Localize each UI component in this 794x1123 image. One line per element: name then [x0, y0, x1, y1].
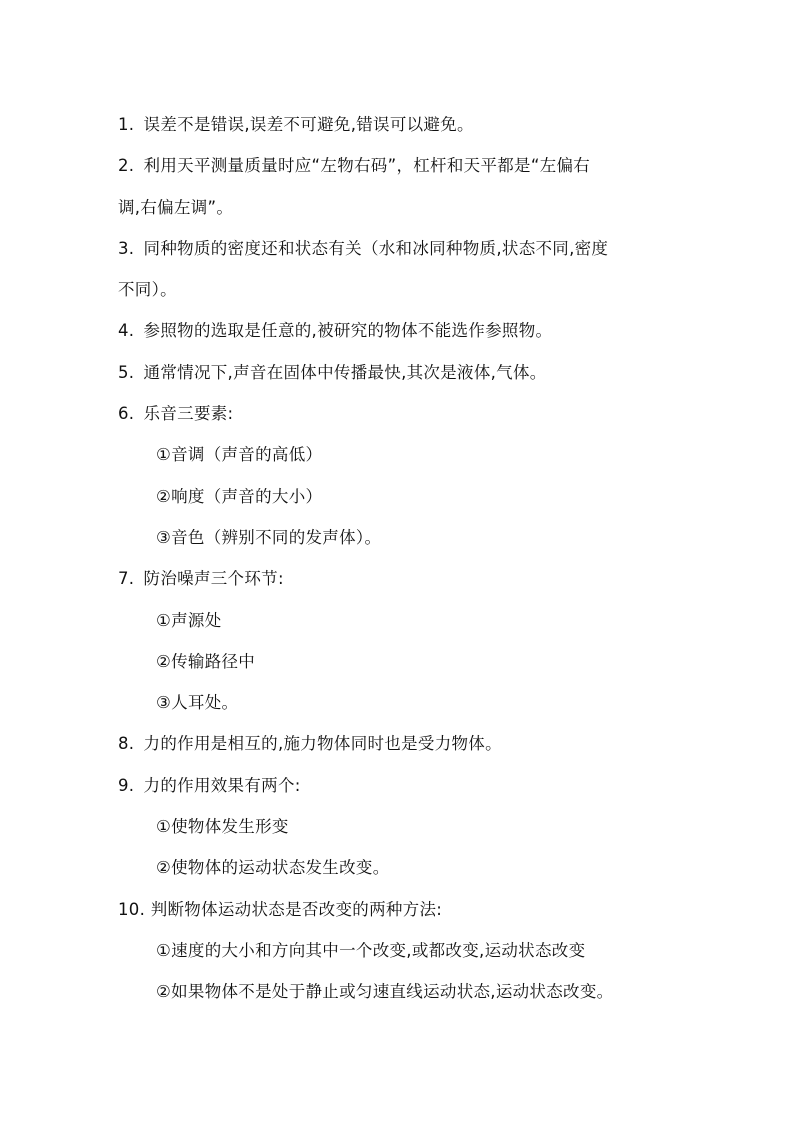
- item-number: 8.: [118, 734, 135, 754]
- sub-item: ①速度的大小和方向其中一个改变,或都改变,运动状态改变: [156, 940, 586, 960]
- item-number: 10.: [118, 899, 146, 919]
- list-item-9: [118, 765, 678, 806]
- item-text: 参照物的选取是任意的,被研究的物体不能选作参照物。: [143, 321, 553, 341]
- item-number: 6.: [118, 404, 135, 424]
- list-item-1: [118, 104, 678, 145]
- list-item-7: [118, 558, 678, 599]
- item-number: 4.: [118, 321, 135, 341]
- item-text: 力的作用效果有两个:: [143, 775, 301, 795]
- list-item-5: [118, 352, 678, 393]
- knowledge-point-list: [118, 104, 678, 1013]
- list-item-6: [118, 393, 678, 434]
- list-item-2-continuation: 调,右偏左调”。: [118, 197, 234, 217]
- sub-item: ②传输路径中: [156, 651, 256, 671]
- sub-item: ①使物体发生形变: [156, 817, 289, 837]
- item-number: 9.: [118, 775, 135, 795]
- item-number: 5.: [118, 362, 135, 382]
- list-item-3: [118, 228, 678, 269]
- list-item-4: [118, 310, 678, 351]
- sub-item: ①声源处: [156, 610, 222, 630]
- item-text: 乐音三要素:: [143, 404, 234, 424]
- list-item-10: [118, 889, 678, 930]
- item-number: 1.: [118, 115, 135, 134]
- item-number: 2.: [118, 156, 135, 176]
- sub-item: ②响度（声音的大小）: [156, 486, 323, 506]
- sub-item: ③音色（辨别不同的发声体）。: [156, 527, 382, 547]
- item-text: 判断物体运动状态是否改变的两种方法:: [150, 899, 443, 919]
- list-item-3-continuation: 不同）。: [118, 280, 177, 300]
- item-text: 同种物质的密度还和状态有关（水和冰同种物质,状态不同,密度: [143, 238, 609, 258]
- item-text: 利用天平测量质量时应“左物右码”，杠杆和天平都是“左偏右: [143, 156, 591, 176]
- sub-item: ③人耳处。: [156, 693, 239, 713]
- item-text: 防治噪声三个环节:: [143, 569, 284, 589]
- list-item-8: [118, 723, 678, 764]
- item-text: 通常情况下,声音在固体中传播最快,其次是液体,气体。: [143, 362, 547, 382]
- sub-item: ②使物体的运动状态发生改变。: [156, 858, 390, 878]
- item-number: 3.: [118, 238, 135, 258]
- item-number: 7.: [118, 569, 135, 589]
- list-item-2: [118, 145, 678, 186]
- item-text: 误差不是错误,误差不可避免,错误可以避免。: [143, 115, 474, 134]
- item-text: 力的作用是相互的,施力物体同时也是受力物体。: [143, 734, 502, 754]
- sub-item: ②如果物体不是处于静止或匀速直线运动状态,运动状态改变。: [156, 982, 614, 1002]
- sub-item: ①音调（声音的高低）: [156, 445, 323, 465]
